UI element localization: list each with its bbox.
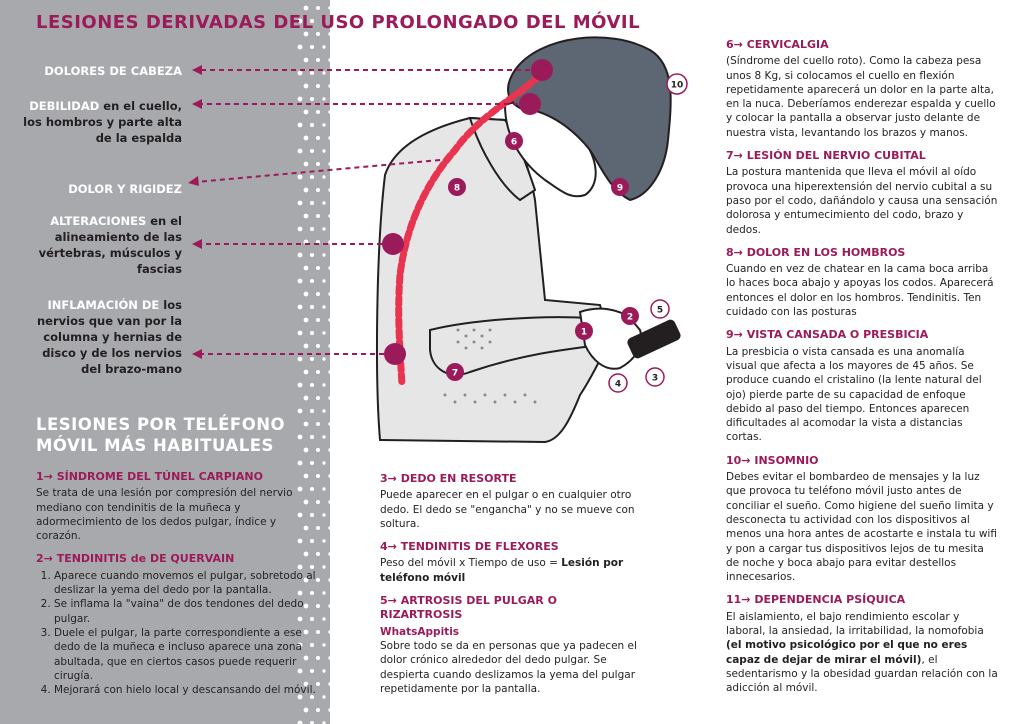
arrowhead-alterations [192,239,202,249]
item-8-text: Cuando en vez de chatear en la cama boca arriba lo haces boca abajo y apoyas los codos. Aparecerá entonces el dolor en los hombros. Tendinitis. Ten cuidado con las posturas [726,263,994,319]
marker-neck [519,93,541,115]
item-5-title: 5→ ARTROSIS DEL PULGAR O RIZARTROSIS [380,594,557,622]
item-11-title: 11→ DEPENDENCIA PSÍQUICA [726,593,906,607]
item-8 [726,246,998,319]
item-11 [726,593,998,695]
item-4-formula: Peso del móvil x Tiempo de uso = [380,557,562,570]
badge-4 [609,374,627,392]
svg-text:3: 3 [651,373,659,384]
badge-10 [667,74,687,94]
column-left [36,470,321,706]
item-9 [726,328,998,444]
svg-text:5: 5 [656,305,664,316]
label-weakness-highlight: DEBILIDAD [29,99,100,113]
item-2 [36,552,321,697]
item-3-text: Puede aparecer en el pulgar o en cualquier otro dedo. El dedo se "engancha" y no se mueve con soltura. [380,489,635,530]
badge-5 [651,300,669,318]
item-7-text: La postura mantenida que lleva el móvil al oído provoca una hiperextensión del nervio cubital a su paso por el codo, dañándolo y causa una sensación dolorosa y entumecimiento del codo, brazo y dedos. [726,166,998,236]
label-alterations-text: en el alineamiento de las vértebras, músculos y fascias [38,214,182,276]
item-2-title: 2→ TENDINITIS de DE QUERVAIN [36,552,235,566]
arrowhead-weakness [192,99,202,109]
svg-text:1: 1 [580,327,588,338]
label-inflammation-highlight: INFLAMACIÓN DE [47,298,160,312]
item-4-text [380,556,642,585]
svg-text:2: 2 [626,312,634,323]
item-5-text: Sobre todo se da en personas que ya padecen el dolor crónico alrededor del dedo pulgar. Se despierta cuando deslizamos la yema del pulgar repetidamente por la pantalla. [380,639,637,695]
arrowhead-headache [192,65,202,75]
section-title: LESIONES POR TELÉFONO MÓVIL MÁS HABITUALES [36,415,286,455]
item-1-title: 1→ SÍNDROME DEL TÚNEL CARPIANO [36,470,263,483]
item-2-list-item: 2. Se inflama la "vaina" de dos tendones del dedo pulgar. [54,597,321,626]
item-2-list-item: 4. Mejorará con hielo local y descansando del móvil. [54,683,321,697]
item-6-text: (Síndrome del cuello roto). Como la cabeza pesa unos 8 Kg, si colocamos el cuello en flexión repetidamente aparecerá un dolor en la parte alta, en la nuca. Deberíamos enderezar espalda y cuello y colocar la pantalla a observar justo delante de nuestra vista, levantando los brazos y manos. [726,55,996,139]
item-9-text: La presbicia o vista cansada es una anomalía visual que afecta a los mayores de 45 años. Se produce cuando el cristalino (la lente natural del ojo) pierde parte de su capacidad de enfoque debido al paso del tiempo. Entonces aparecen dificultades al acomodar la vista a distancias cortas. [726,345,982,444]
svg-text:8: 8 [453,183,461,194]
item-6 [726,38,998,140]
badge-9 [611,178,629,196]
badge-3 [646,368,664,386]
svg-text:6: 6 [510,137,518,148]
svg-text:4: 4 [614,379,622,390]
label-alterations-highlight: ALTERACIONES [50,214,147,228]
label-weakness-text: en el cuello, los hombros y parte alta de la espalda [23,99,182,145]
column-right [726,38,998,704]
item-7 [726,149,998,237]
item-11-text [726,610,998,696]
marker-back [382,233,404,255]
column-middle [380,472,642,705]
label-inflammation-text: los nervios que van por la columna y hernias de disco y de los nervios del brazo-mano [36,298,182,376]
badge-2 [621,307,639,325]
item-2-list-item: 3. Duele el pulgar, la parte correspondiente a ese dedo de la muñeca e incluso aparece una zona abultada, que en ciertos casos puede requerir cirugía. [54,626,321,683]
item-10-title: 10→ INSOMNIO [726,453,819,467]
item-9-title: 9→ VISTA CANSADA O PRESBICIA [726,328,929,342]
svg-text:7: 7 [451,368,459,379]
item-11-text-b: , el sedentarismo y la obesidad guardan relación con la adicción al móvil. [726,653,998,695]
badge-6 [505,132,523,150]
item-4 [380,540,642,585]
item-1 [36,470,321,543]
item-11-bold: (el motivo psicológico por el que no eres capaz de dejar de mirar el móvil) [726,639,968,666]
item-4-bold: Lesión por teléfono móvil [380,557,624,584]
item-5-subtitle: WhatsAppitis [380,625,460,638]
badge-8 [448,178,466,196]
arrowhead-pain [188,176,199,186]
item-10-text: Debes evitar el bombardeo de mensajes y la luz que provoca tu teléfono móvil justo antes de conciliar el sueño. Como higiene del sueño limita y desconecta tu actividad con los dispositivos al menos una hora antes de acostarte e instala tu wifi y pon a cargar tus dispositivos lejos de tu mesita de noche y boca abajo para evitar destellos innecesarios. [726,471,997,584]
page-title: LESIONES DERIVADAS DEL USO PROLONGADO DEL MÓVIL [36,12,641,33]
item-2-list-item: 1. Aparece cuando movemos el pulgar, sobretodo al deslizar la yema del dedo por la pantalla. [54,569,321,598]
marker-lower [384,343,406,365]
arrowhead-inflammation [192,349,202,359]
item-3 [380,472,642,531]
item-1-text: Se trata de una lesión por compresión del nervio mediano con tendinitis de la muñeca y adormecimiento de los dedos pulgar, índice y corazón. [36,487,293,543]
item-6-title: 6→ CERVICALGIA [726,38,829,51]
badge-1 [575,322,593,340]
item-8-title: 8→ DOLOR EN LOS HOMBROS [726,245,906,259]
svg-text:9: 9 [616,183,624,194]
item-7-title: 7→ LESIÓN DEL NERVIO CUBITAL [726,149,926,163]
item-11-text-a: El aislamiento, el bajo rendimiento escolar y laboral, la ansiedad, la irritabilidad, la nomofobia [726,610,984,637]
item-2-list [36,569,321,698]
marker-head [531,59,553,81]
item-5 [380,594,642,696]
badge-7 [446,363,464,381]
svg-text:10: 10 [670,80,684,91]
item-10 [726,454,998,585]
label-pain-stiffness: DOLOR Y RIGIDEZ [68,182,182,196]
item-3-title: 3→ DEDO EN RESORTE [380,472,517,485]
item-4-title: 4→ TENDINITIS DE FLEXORES [380,540,559,554]
label-headache: DOLORES DE CABEZA [44,64,182,78]
arrow-heads [188,65,202,359]
